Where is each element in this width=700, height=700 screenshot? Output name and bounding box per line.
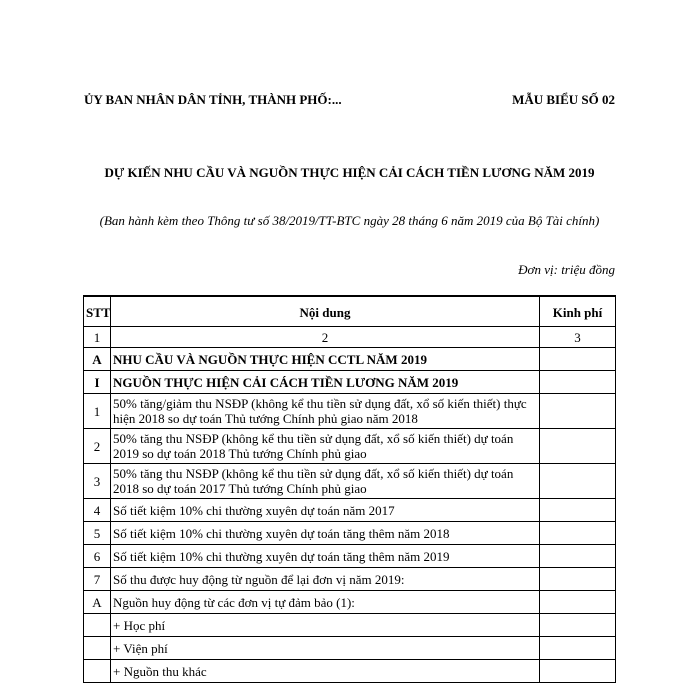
row-stt: 4 — [84, 499, 111, 522]
row-stt: 6 — [84, 545, 111, 568]
row-cost — [540, 429, 616, 464]
table-row — [84, 429, 616, 464]
row-content: NHU CẦU VÀ NGUỒN THỰC HIỆN CCTL NĂM 2019 — [111, 348, 540, 371]
header-content: Nội dung — [111, 296, 540, 327]
row-content: + Nguồn thu khác — [111, 660, 540, 683]
row-content: Số thu được huy động từ nguồn để lại đơn vị năm 2019: — [111, 568, 540, 591]
table-row — [84, 568, 616, 591]
table-row — [84, 464, 616, 499]
table-header-row — [84, 296, 616, 327]
table-row — [84, 637, 616, 660]
table-row — [84, 499, 616, 522]
table-row — [84, 394, 616, 429]
row-content: + Học phí — [111, 614, 540, 637]
table-row — [84, 545, 616, 568]
row-cost — [540, 637, 616, 660]
row-content: 50% tăng/giảm thu NSĐP (không kể thu tiền sử dụng đất, xổ số kiến thiết) thực hiện 2018 so dự toán Thủ tướng Chính phủ giao năm 2018 — [111, 394, 540, 429]
row-stt: 2 — [84, 429, 111, 464]
document-subtitle: (Ban hành kèm theo Thông tư số 38/2019/TT-BTC ngày 28 tháng 6 năm 2019 của Bộ Tài chính) — [99, 213, 600, 228]
row-stt: A — [84, 591, 111, 614]
row-content: NGUỒN THỰC HIỆN CẢI CÁCH TIỀN LƯƠNG NĂM 2019 — [111, 371, 540, 394]
table-row — [84, 614, 616, 637]
row-cost — [540, 591, 616, 614]
row-cost — [540, 499, 616, 522]
column-number-content: 2 — [111, 327, 540, 348]
row-stt: 7 — [84, 568, 111, 591]
row-stt — [84, 637, 111, 660]
row-cost — [540, 545, 616, 568]
table-row — [84, 522, 616, 545]
row-cost — [540, 464, 616, 499]
row-stt: A — [84, 348, 111, 371]
agency-name: ỦY BAN NHÂN DÂN TỈNH, THÀNH PHỐ:... — [84, 92, 342, 107]
header-stt: STT — [84, 296, 111, 327]
row-cost — [540, 522, 616, 545]
row-content: 50% tăng thu NSĐP (không kể thu tiền sử dụng đất, xổ số kiến thiết) dự toán 2019 so dự toán 2018 Thủ tướng Chính phủ giao — [111, 429, 540, 464]
header-cost: Kinh phí — [540, 296, 616, 327]
budget-table — [83, 295, 616, 683]
row-stt: 3 — [84, 464, 111, 499]
table-row — [84, 591, 616, 614]
row-content: Số tiết kiệm 10% chi thường xuyên dự toán năm 2017 — [111, 499, 540, 522]
row-cost — [540, 394, 616, 429]
column-number-stt: 1 — [84, 327, 111, 348]
row-stt — [84, 660, 111, 683]
row-content: + Viện phí — [111, 637, 540, 660]
unit-label: Đơn vị: triệu đồng — [518, 262, 615, 277]
column-number-cost: 3 — [540, 327, 616, 348]
row-cost — [540, 568, 616, 591]
row-cost — [540, 371, 616, 394]
document-title: DỰ KIẾN NHU CẦU VÀ NGUỒN THỰC HIỆN CẢI CÁCH TIỀN LƯƠNG NĂM 2019 — [104, 165, 595, 180]
row-stt: 1 — [84, 394, 111, 429]
form-number: MẪU BIỂU SỐ 02 — [512, 92, 615, 107]
row-cost — [540, 614, 616, 637]
table-row — [84, 660, 616, 683]
row-content: Số tiết kiệm 10% chi thường xuyên dự toán tăng thêm năm 2019 — [111, 545, 540, 568]
row-cost — [540, 660, 616, 683]
row-cost — [540, 348, 616, 371]
row-content: 50% tăng thu NSĐP (không kể thu tiền sử dụng đất, xổ số kiến thiết) dự toán 2018 so dự toán 2017 Thủ tướng Chính phủ giao — [111, 464, 540, 499]
column-number-row — [84, 327, 616, 348]
row-content: Số tiết kiệm 10% chi thường xuyên dự toán tăng thêm năm 2018 — [111, 522, 540, 545]
table-row — [84, 348, 616, 371]
table-row — [84, 371, 616, 394]
row-stt: I — [84, 371, 111, 394]
row-content: Nguồn huy động từ các đơn vị tự đảm bảo (1): — [111, 591, 540, 614]
row-stt — [84, 614, 111, 637]
row-stt: 5 — [84, 522, 111, 545]
